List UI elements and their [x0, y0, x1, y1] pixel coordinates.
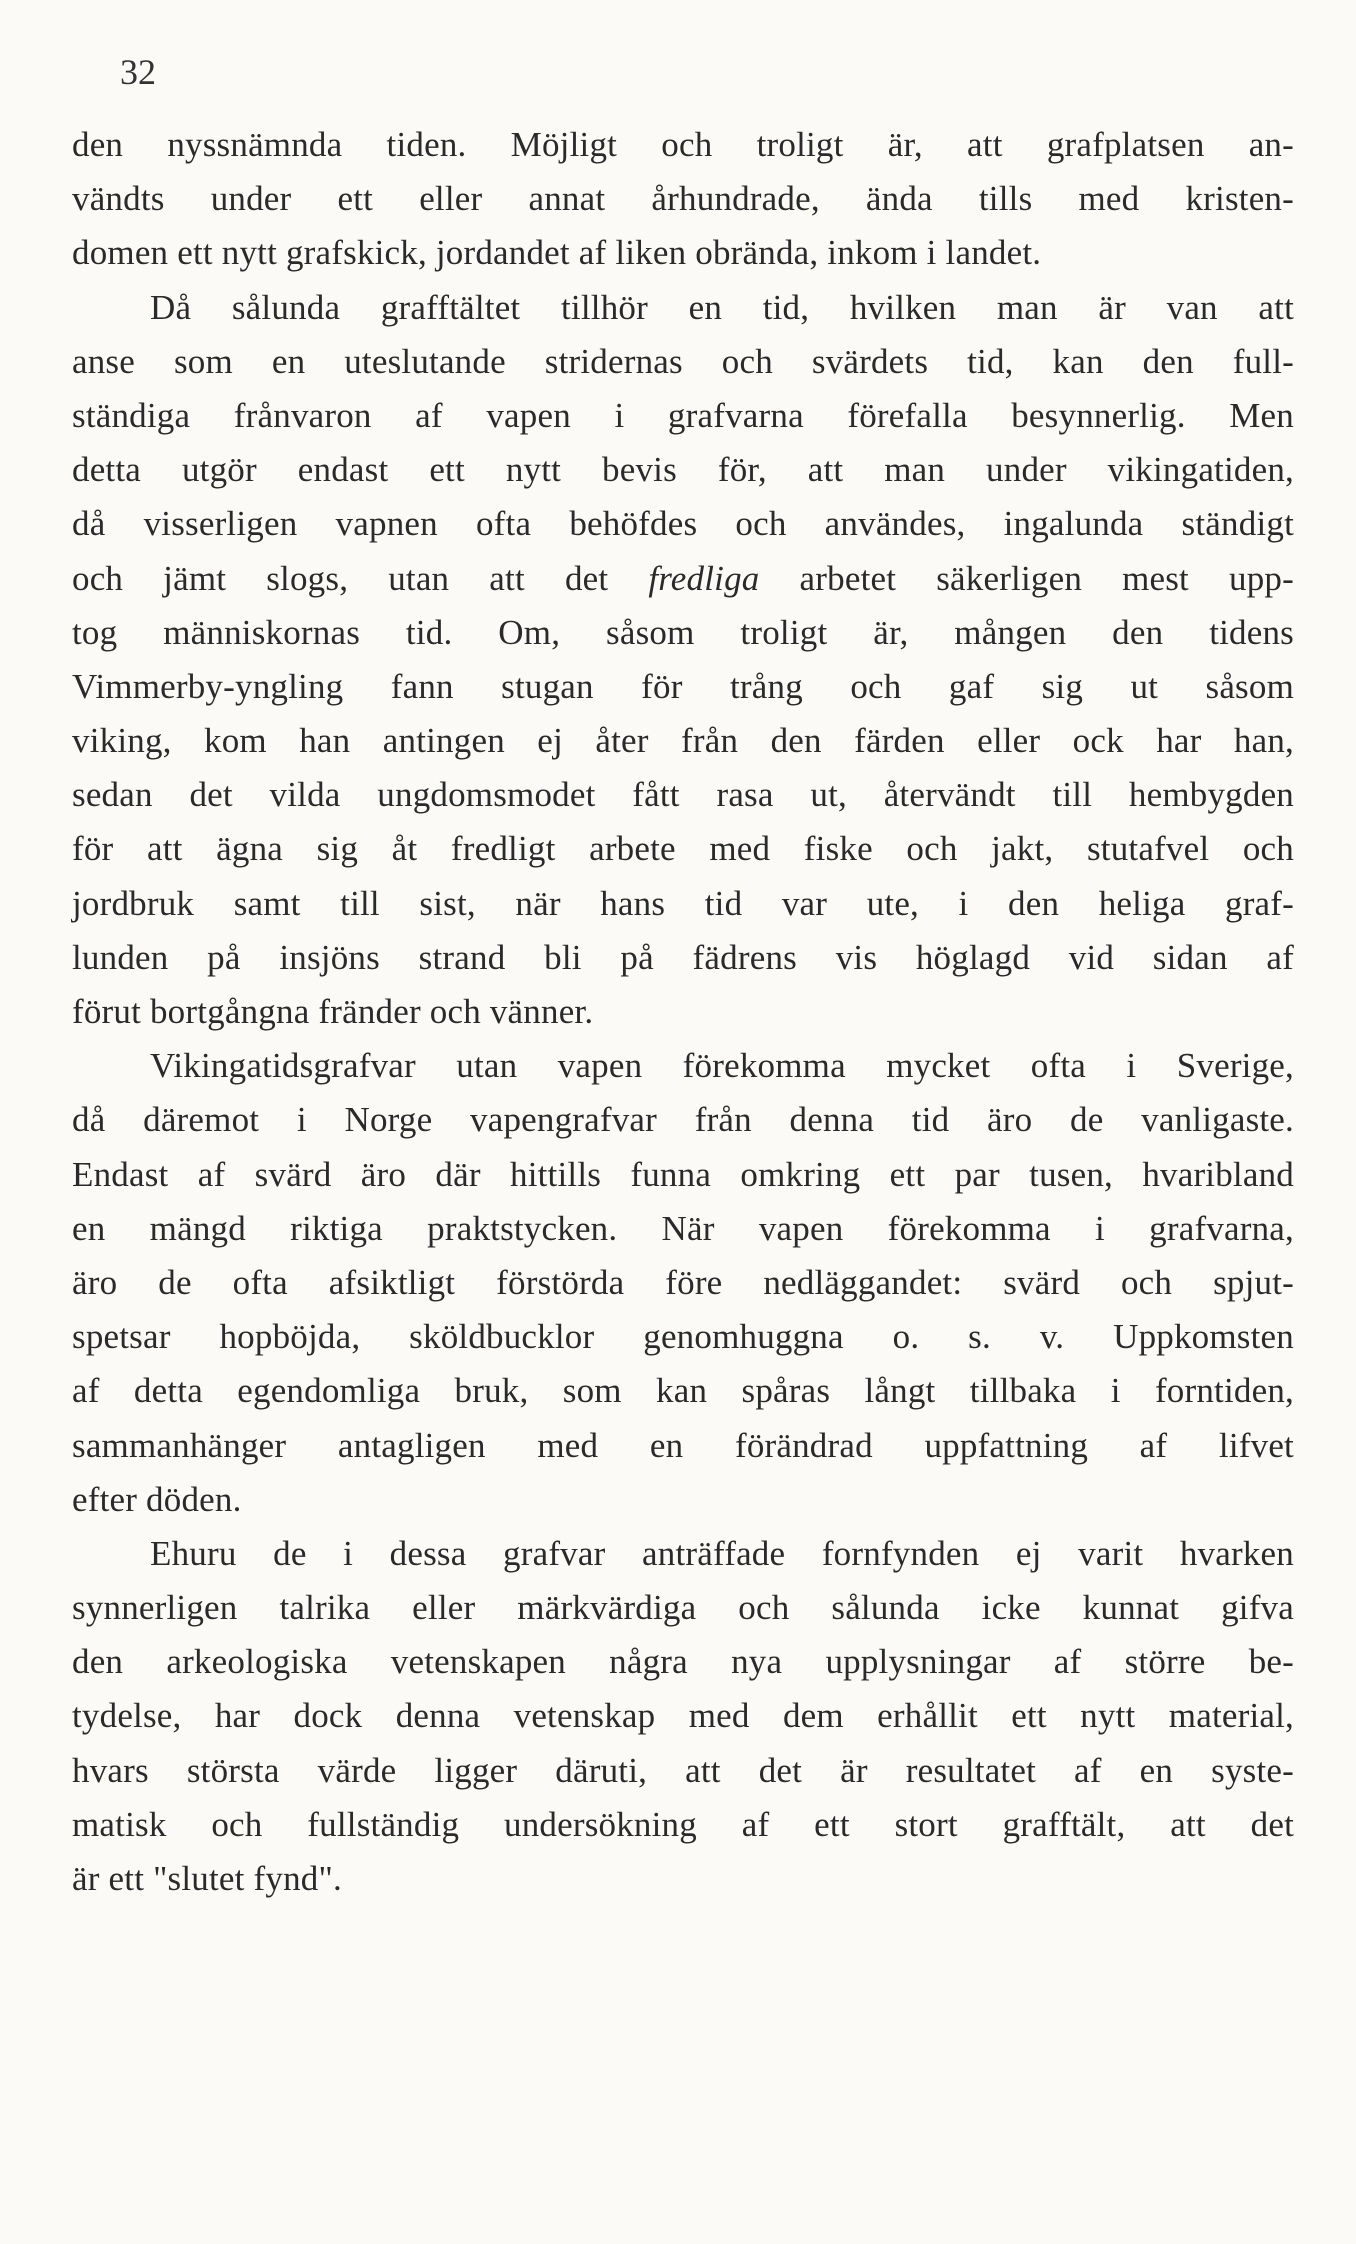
text-line: domen ett nytt grafskick, jordandet af liken obrända, inkom i landet.	[72, 233, 1042, 273]
text-line: en mängd riktiga praktstycken. När vapen förekomma i grafvarna,	[72, 1208, 1294, 1248]
text-line: efter döden.	[72, 1479, 242, 1519]
text-run: och jämt slogs, utan att det	[72, 558, 649, 598]
text-line: matisk och fullständig undersökning af ett stort grafftält, att det	[72, 1804, 1294, 1844]
text-line: af detta egendomliga bruk, som kan spåras långt tillbaka i forntiden,	[72, 1371, 1294, 1411]
emphasized-word: fredliga	[648, 558, 760, 598]
text-line: vändts under ett eller annat århundrade, ända tills med kristen-	[72, 179, 1294, 219]
text-run: arbetet säkerligen mest upp-	[759, 558, 1294, 598]
text-line: tydelse, har dock denna vetenskap med dem erhållit ett nytt material,	[72, 1696, 1294, 1736]
text-line: äro de ofta afsiktligt förstörda före nedläggandet: svärd och spjut-	[72, 1262, 1294, 1302]
text-line: Endast af svärd äro där hittills funna omkring ett par tusen, hvaribland	[72, 1154, 1294, 1194]
text-line: då visserligen vapnen ofta behöfdes och användes, ingalunda ständigt	[72, 504, 1294, 544]
paragraph-2	[72, 281, 1294, 1040]
paragraph-1	[72, 118, 1294, 281]
text-line: tog människornas tid. Om, såsom troligt är, mången den tidens	[72, 612, 1294, 652]
text-line: jordbruk samt till sist, när hans tid var ute, i den heliga graf-	[72, 883, 1294, 923]
text-line: lunden på insjöns strand bli på fädrens vis höglagd vid sidan af	[72, 937, 1294, 977]
text-line: förut bortgångna fränder och vänner.	[72, 992, 594, 1031]
text-line: är ett "slutet fynd".	[72, 1859, 342, 1898]
text-line: Då sålunda grafftältet tillhör en tid, hvilken man är van att	[150, 287, 1294, 327]
text-line: detta utgör endast ett nytt bevis för, att man under vikingatiden,	[72, 450, 1294, 490]
text-line-with-emphasis	[72, 552, 1294, 606]
text-line: spetsar hopböjda, sköldbucklor genomhuggna o. s. v. Uppkomsten	[72, 1317, 1294, 1357]
text-line: sedan det vilda ungdomsmodet fått rasa ut, återvändt till hembygden	[72, 775, 1294, 815]
text-line: för att ägna sig åt fredligt arbete med fiske och jakt, stutafvel och	[72, 829, 1294, 869]
paragraph-4	[72, 1527, 1294, 1906]
text-line: Vimmerby-yngling fann stugan för trång och gaf sig ut såsom	[72, 666, 1294, 706]
text-line: anse som en uteslutande stridernas och svärdets tid, kan den full-	[72, 341, 1294, 381]
paragraph-3	[72, 1039, 1294, 1527]
text-line: synnerligen talrika eller märkvärdiga och sålunda icke kunnat gifva	[72, 1588, 1294, 1628]
body-text	[72, 118, 1294, 1906]
text-line: den arkeologiska vetenskapen några nya upplysningar af större be-	[72, 1642, 1294, 1682]
text-line: Vikingatidsgrafvar utan vapen förekomma mycket ofta i Sverige,	[150, 1046, 1294, 1086]
text-line: den nyssnämnda tiden. Möjligt och troligt är, att grafplatsen an-	[72, 125, 1294, 164]
text-line: Ehuru de i dessa grafvar anträffade fornfynden ej varit hvarken	[150, 1533, 1294, 1573]
text-line: då däremot i Norge vapengrafvar från denna tid äro de vanligaste.	[72, 1100, 1294, 1140]
text-line: ständiga frånvaron af vapen i grafvarna förefalla besynnerlig. Men	[72, 395, 1294, 435]
page-number: 32	[120, 52, 156, 92]
text-line: viking, kom han antingen ej åter från den färden eller ock har han,	[72, 721, 1294, 761]
text-line: hvars största värde ligger däruti, att det är resultatet af en syste-	[72, 1750, 1294, 1790]
text-line: sammanhänger antagligen med en förändrad uppfattning af lifvet	[72, 1425, 1294, 1465]
